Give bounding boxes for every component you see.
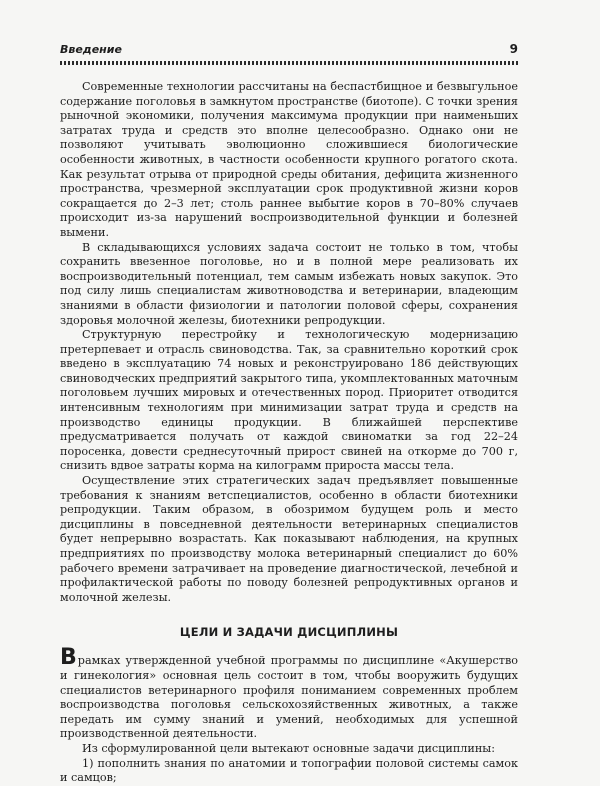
paragraph: Структурную перестройку и технологическую модернизацию претерпевает и отрасль свиноводства. Так, за сравнительно короткий срок введено в эксплуатацию 74 новых и реконструировано 186 действующих свиноводческих предприятий закрытого типа, укомплектованных маточным поголовьем лучших мировых и отечественных пород. Приоритет отводится интенсивным технологиям при минимизации затрат труда и средств на производство единицы продукции. В ближайшей перспективе предусматривается получать от каждой свиноматки за год 22–24 поросенка, довести среднесуточный прирост свиней на откорме до 700 г, снизить вдвое затраты корма на килограмм прироста массы тела. (60, 328, 518, 473)
paragraph: Современные технологии рассчитаны на беспастбищное и безвыгульное содержание поголовья в замкнутом пространстве (биотопе). С точки зрения рыночной экономики, получения максимума продукции при наименьших затратах труда и средств это вполне целесообразно. Однако они не позволяют учитывать эволюционно сложившиеся биологические особенности животных, в частности особенности крупного рогатого скота. Как результат отрыва от природной среды обитания, дефицита жизненного пространства, чрезмерной эксплуатации срок продуктивной жизни коров сокращается до 2–3 лет; столь раннее выбытие коров в 70–80% случаев происходит из-за нарушений воспроизводительной функции и болезней вымени. (60, 80, 518, 239)
goals-paragraph-text: рамках утвержденной учебной программы по дисциплине «Акушерство и гинекология» основная цель состоит в том, чтобы вооружить будущих специалистов ветеринарного профиля пониманием современных проблем воспроизводства поголовья сельскохозяйственных животных, а также передать им сумму знаний и умений, необходимых для успешной производственной деятельности. (60, 654, 518, 741)
paragraph: Осуществление этих стратегических задач предъявляет повышенные требования к знаниям ветспециалистов, особенно в области биотехники репродукции. Таким образом, в обозримом будущем роль и место дисциплины в повседневной деятельности ветеринарных специалистов будет непрерывно возрастать. Как показывают наблюдения, на крупных предприятиях по производству молока ветеринарный специалист до 60% рабочего времени затрачивает на проведение диагностической, лечебной и профилактической работы по поводу болезней репродуктивных органов и молочной железы. (60, 474, 518, 604)
header-rule (60, 61, 518, 65)
section-title: Введение (60, 43, 122, 56)
tasks-intro: Из сформулированной цели вытекают основные задачи дисциплины: (82, 741, 495, 755)
running-header (60, 43, 518, 59)
section-heading: ЦЕЛИ И ЗАДАЧИ ДИСЦИПЛИНЫ (179, 625, 399, 640)
drop-cap: В (60, 645, 77, 671)
task-item: 1) пополнить знания по анатомии и топографии половой системы самок и самцов; (60, 756, 518, 785)
goals-paragraph (60, 645, 518, 742)
page-body (60, 80, 518, 786)
paragraph: В складывающихся условиях задача состоит не только в том, чтобы сохранить ввезенное поголовье, но и в полной мере реализовать их воспроизводительный потенциал, тем самым избежать новых закупок. Это под силу лишь специалистам животноводства и ветеринарии, владеющим знаниями в области физиологии и патологии половой сферы, сохранения здоровья молочной железы, биотехники репродукции. (60, 240, 518, 327)
page-number: 9 (509, 42, 518, 56)
